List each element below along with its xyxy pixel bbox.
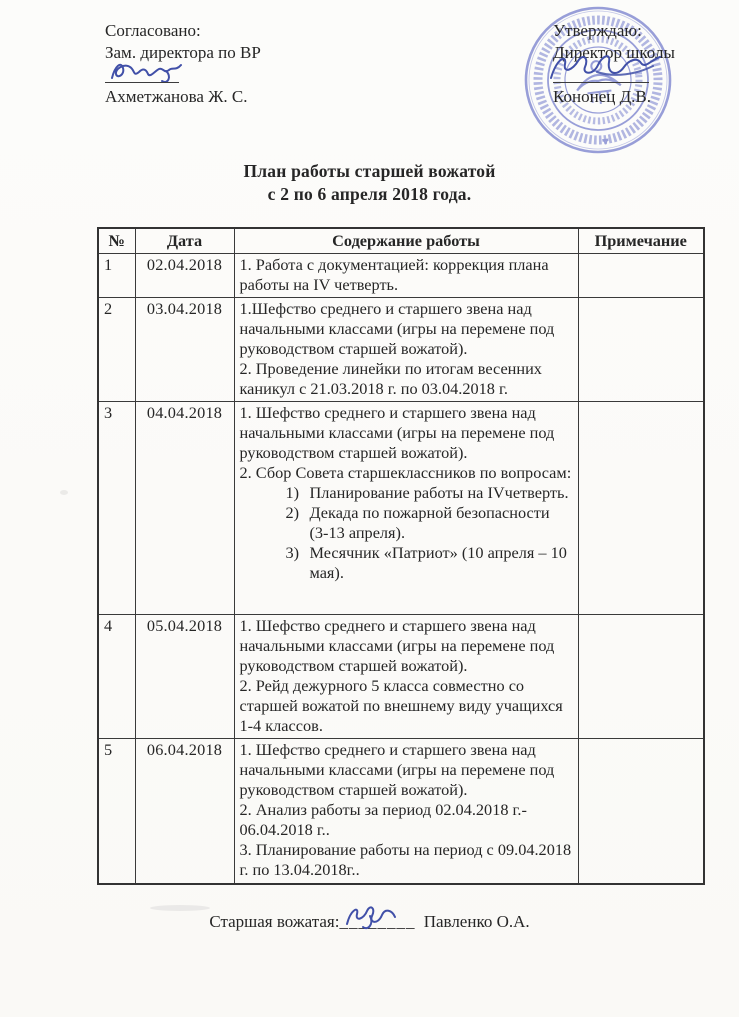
row-number-cell: 3 bbox=[98, 402, 135, 615]
content-paragraph: 2. Сбор Совета старшеклассников по вопросам: bbox=[239, 463, 572, 482]
table-row bbox=[98, 615, 704, 739]
left-approval-position: Зам. директора по ВР bbox=[105, 43, 261, 62]
scan-noise bbox=[150, 905, 210, 911]
row-note-cell bbox=[578, 298, 704, 402]
content-list-item bbox=[286, 503, 573, 543]
footer-signature-block bbox=[0, 912, 739, 932]
right-approver-name: Кононец Д.В. bbox=[553, 87, 652, 106]
row-note-cell bbox=[578, 254, 704, 298]
scan-noise bbox=[60, 490, 68, 495]
column-header-content: Содержание работы bbox=[234, 228, 578, 254]
content-paragraph: 2. Рейд дежурного 5 класса совместно со старшей вожатой по внешнему виду учащихся 1-4 классов. bbox=[239, 676, 563, 735]
content-paragraph: 1. Шефство среднего и старшего звена над начальными классами (игры на перемене под руководством старшей вожатой). bbox=[239, 740, 555, 799]
left-approver-name: Ахметжанова Ж. С. bbox=[105, 87, 248, 106]
table-row bbox=[98, 254, 704, 298]
content-paragraph: 1. Шефство среднего и старшего звена над начальными классами (игры на перемене под руководством старшей вожатой). bbox=[239, 403, 555, 462]
row-date-cell: 04.04.2018 bbox=[135, 402, 234, 615]
content-list-item bbox=[286, 543, 573, 583]
table-row bbox=[98, 402, 704, 615]
left-approval-word: Согласовано: bbox=[105, 21, 201, 40]
content-list-item bbox=[286, 483, 573, 503]
right-approval-position: Директор школы bbox=[553, 43, 675, 62]
footer-role-label: Старшая вожатая: bbox=[209, 912, 340, 931]
row-number-cell: 4 bbox=[98, 615, 135, 739]
list-item-marker: 2) bbox=[285, 503, 300, 522]
content-paragraph: 1. Шефство среднего и старшего звена над начальными классами (игры на перемене под руководством старшей вожатой). bbox=[239, 616, 555, 675]
table-row bbox=[98, 739, 704, 885]
list-item-text: Планирование работы на IVчетверть. bbox=[309, 483, 569, 502]
content-paragraph: 1.Шефство среднего и старшего звена над начальными классами (игры на перемене под руководством старшей вожатой). bbox=[239, 299, 555, 358]
column-header-date: Дата bbox=[135, 228, 234, 254]
document-title bbox=[0, 160, 739, 206]
row-date-cell: 02.04.2018 bbox=[135, 254, 234, 298]
content-paragraph: 3. Планирование работы на период с 09.04.2018 г. по 13.04.2018г.. bbox=[239, 840, 572, 879]
row-content-cell bbox=[234, 615, 578, 739]
row-content-cell bbox=[234, 254, 578, 298]
right-signature-line bbox=[553, 68, 649, 83]
left-signature-line bbox=[105, 68, 179, 83]
row-number-cell: 2 bbox=[98, 298, 135, 402]
content-paragraph: 1. Работа с документацией: коррекция плана работы на IV четверть. bbox=[239, 255, 549, 294]
list-item-marker: 3) bbox=[285, 543, 300, 562]
row-note-cell bbox=[578, 615, 704, 739]
row-content-cell bbox=[234, 739, 578, 885]
footer-signer-name: Павленко О.А. bbox=[419, 912, 530, 931]
table-header-row bbox=[98, 228, 704, 254]
footer-signature-blank: ________ bbox=[339, 912, 416, 931]
document-title-line1: План работы старшей вожатой bbox=[243, 161, 496, 181]
right-approval-word: Утверждаю: bbox=[553, 21, 642, 40]
row-note-cell bbox=[578, 402, 704, 615]
column-header-note: Примечание bbox=[578, 228, 704, 254]
list-item-text: Месячник «Патриот» (10 апреля – 10 мая). bbox=[309, 543, 567, 582]
work-plan-table bbox=[97, 227, 705, 885]
content-paragraph: 2. Анализ работы за период 02.04.2018 г.- 06.04.2018 г.. bbox=[239, 800, 527, 839]
row-content-cell bbox=[234, 402, 578, 615]
row-number-cell: 5 bbox=[98, 739, 135, 885]
column-header-number: № bbox=[98, 228, 135, 254]
row-date-cell: 05.04.2018 bbox=[135, 615, 234, 739]
row-date-cell: 06.04.2018 bbox=[135, 739, 234, 885]
table-row bbox=[98, 298, 704, 402]
content-paragraph: 2. Проведение линейки по итогам весенних каникул с 21.03.2018 г. по 03.04.2018 г. bbox=[239, 359, 542, 398]
list-item-marker: 1) bbox=[285, 483, 300, 502]
document-title-line2: с 2 по 6 апреля 2018 года. bbox=[267, 184, 472, 204]
row-content-cell bbox=[234, 298, 578, 402]
row-date-cell: 03.04.2018 bbox=[135, 298, 234, 402]
row-note-cell bbox=[578, 739, 704, 885]
list-item-text: Декада по пожарной безопасности (3-13 апреля). bbox=[309, 503, 550, 542]
row-number-cell: 1 bbox=[98, 254, 135, 298]
